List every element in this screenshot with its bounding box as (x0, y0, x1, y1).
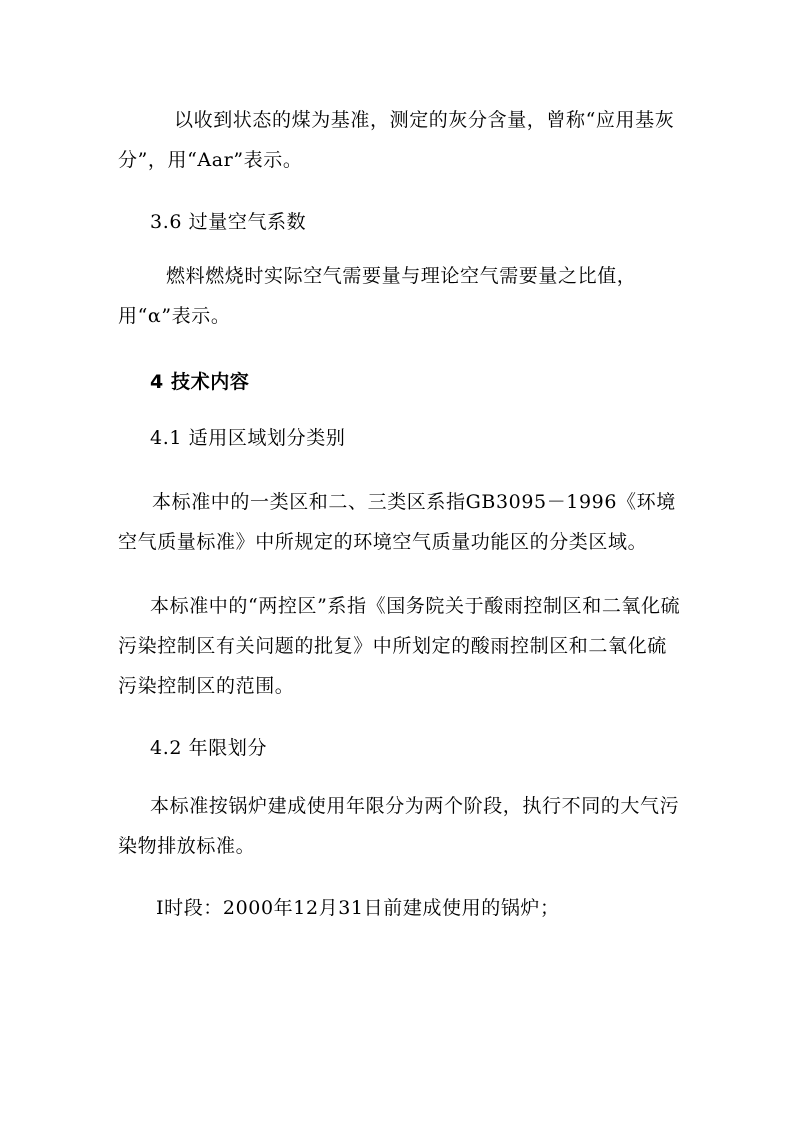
section-heading-4-2: 4.2 年限划分 (150, 737, 268, 759)
section-heading-4-1: 4.1 适用区域划分类别 (150, 427, 346, 449)
section-heading-3-6: 3.6 过量空气系数 (150, 211, 307, 233)
paragraph-excess-air: 燃料燃烧时实际空气需要量与理论空气需要量之比值，用“α”表示。 (118, 265, 637, 327)
paragraph-two-control-zones: 本标准中的“两控区”系指《国务院关于酸雨控制区和二氧化硫污染控制区有关问题的批复》中所划定的酸雨控制区和二氧化硫污染控制区的范围。 (118, 595, 681, 697)
paragraph-period-division: 本标准按锅炉建成使用年限分为两个阶段，执行不同的大气污染物排放标准。 (118, 795, 680, 857)
paragraph-ash-content: 以收到状态的煤为基准，测定的灰分含量，曾称“应用基灰分”，用“Aar”表示。 (118, 109, 675, 171)
paragraph-period-one: Ⅰ时段：2000年12月31日前建成使用的锅炉； (156, 897, 560, 919)
section-heading-4: 4 技术内容 (150, 371, 250, 393)
paragraph-zone-classes: 本标准中的一类区和二、三类区系指GB3095－1996《环境空气质量标准》中所规定的环境空气质量功能区的分类区域。 (118, 491, 676, 553)
